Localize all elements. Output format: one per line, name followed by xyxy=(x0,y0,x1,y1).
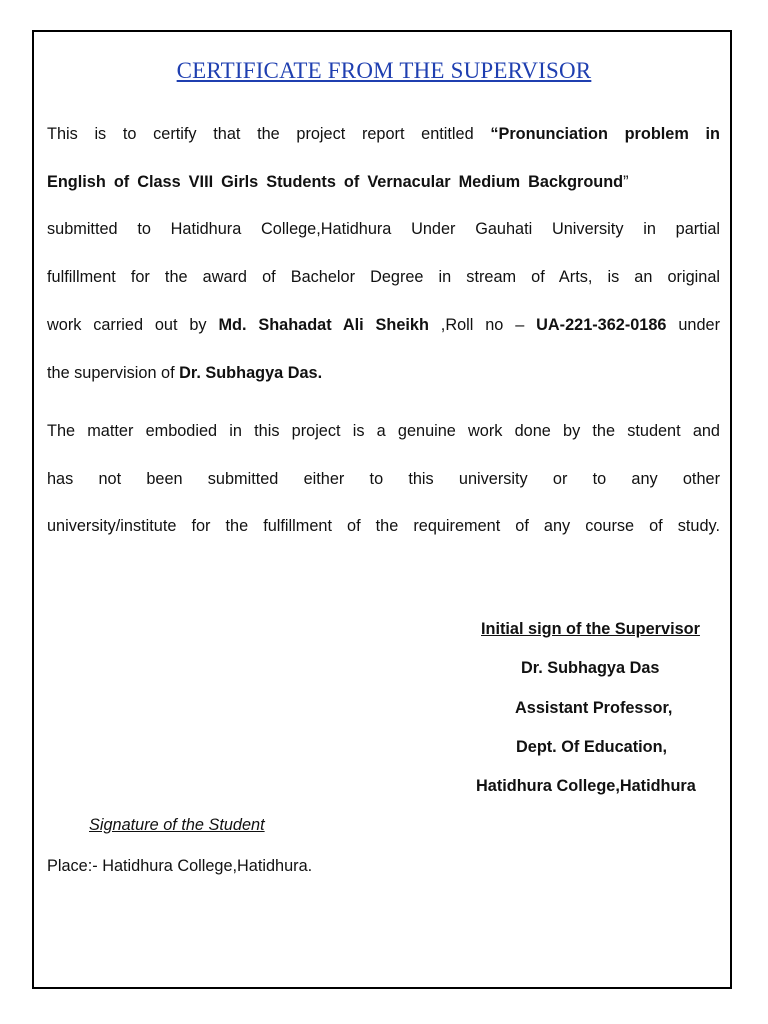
supervision-label: the supervision of xyxy=(47,364,180,382)
para2-line-3: university/institute for the fulfillment of the requirement of any course of study. xyxy=(47,517,720,535)
para1-line-5 xyxy=(47,315,720,335)
student-signature-label: Signature of the Student xyxy=(89,816,265,834)
para1-line-1-text: This is to certify that the project report entitled xyxy=(47,125,491,143)
para2-line-2: has not been submitted either to this university or to any other xyxy=(47,470,720,488)
supervisor-name-inline: Dr. Subhagya Das. xyxy=(179,364,323,382)
para1-line-4: fulfillment for the award of Bachelor Degree in stream of Arts, is an original xyxy=(47,268,720,286)
roll-number: UA-221-362-0186 xyxy=(536,316,667,334)
para1-line-6 xyxy=(47,363,720,383)
place-line: Place:- Hatidhura College,Hatidhura. xyxy=(47,857,313,875)
supervisor-college: Hatidhura College,Hatidhura xyxy=(476,777,696,795)
roll-label: ,Roll no – xyxy=(428,316,537,334)
project-title-start: “Pronunciation problem in xyxy=(490,125,720,143)
certificate-title: CERTIFICATE FROM THE SUPERVISOR xyxy=(176,58,592,83)
supervisor-sign-heading: Initial sign of the Supervisor xyxy=(481,620,700,638)
student-name: Md. Shahadat Ali Sheikh xyxy=(218,316,429,334)
para2-line-1: The matter embodied in this project is a genuine work done by the student and xyxy=(47,422,720,440)
supervisor-name: Dr. Subhagya Das xyxy=(521,659,660,677)
closing-quote: ” xyxy=(623,173,629,191)
under-label: under xyxy=(666,316,720,334)
supervisor-designation: Assistant Professor, xyxy=(515,699,673,717)
para1-line-3: submitted to Hatidhura College,Hatidhura Under Gauhati University in partial xyxy=(47,220,720,238)
para1-line-2 xyxy=(47,172,720,192)
carried-out-by-label: work carried out by xyxy=(47,316,219,334)
project-title-end: English of Class VIII Girls Students of Vernacular Medium Background xyxy=(47,173,624,191)
supervisor-department: Dept. Of Education, xyxy=(516,738,668,756)
para1-line-1 xyxy=(47,124,720,144)
